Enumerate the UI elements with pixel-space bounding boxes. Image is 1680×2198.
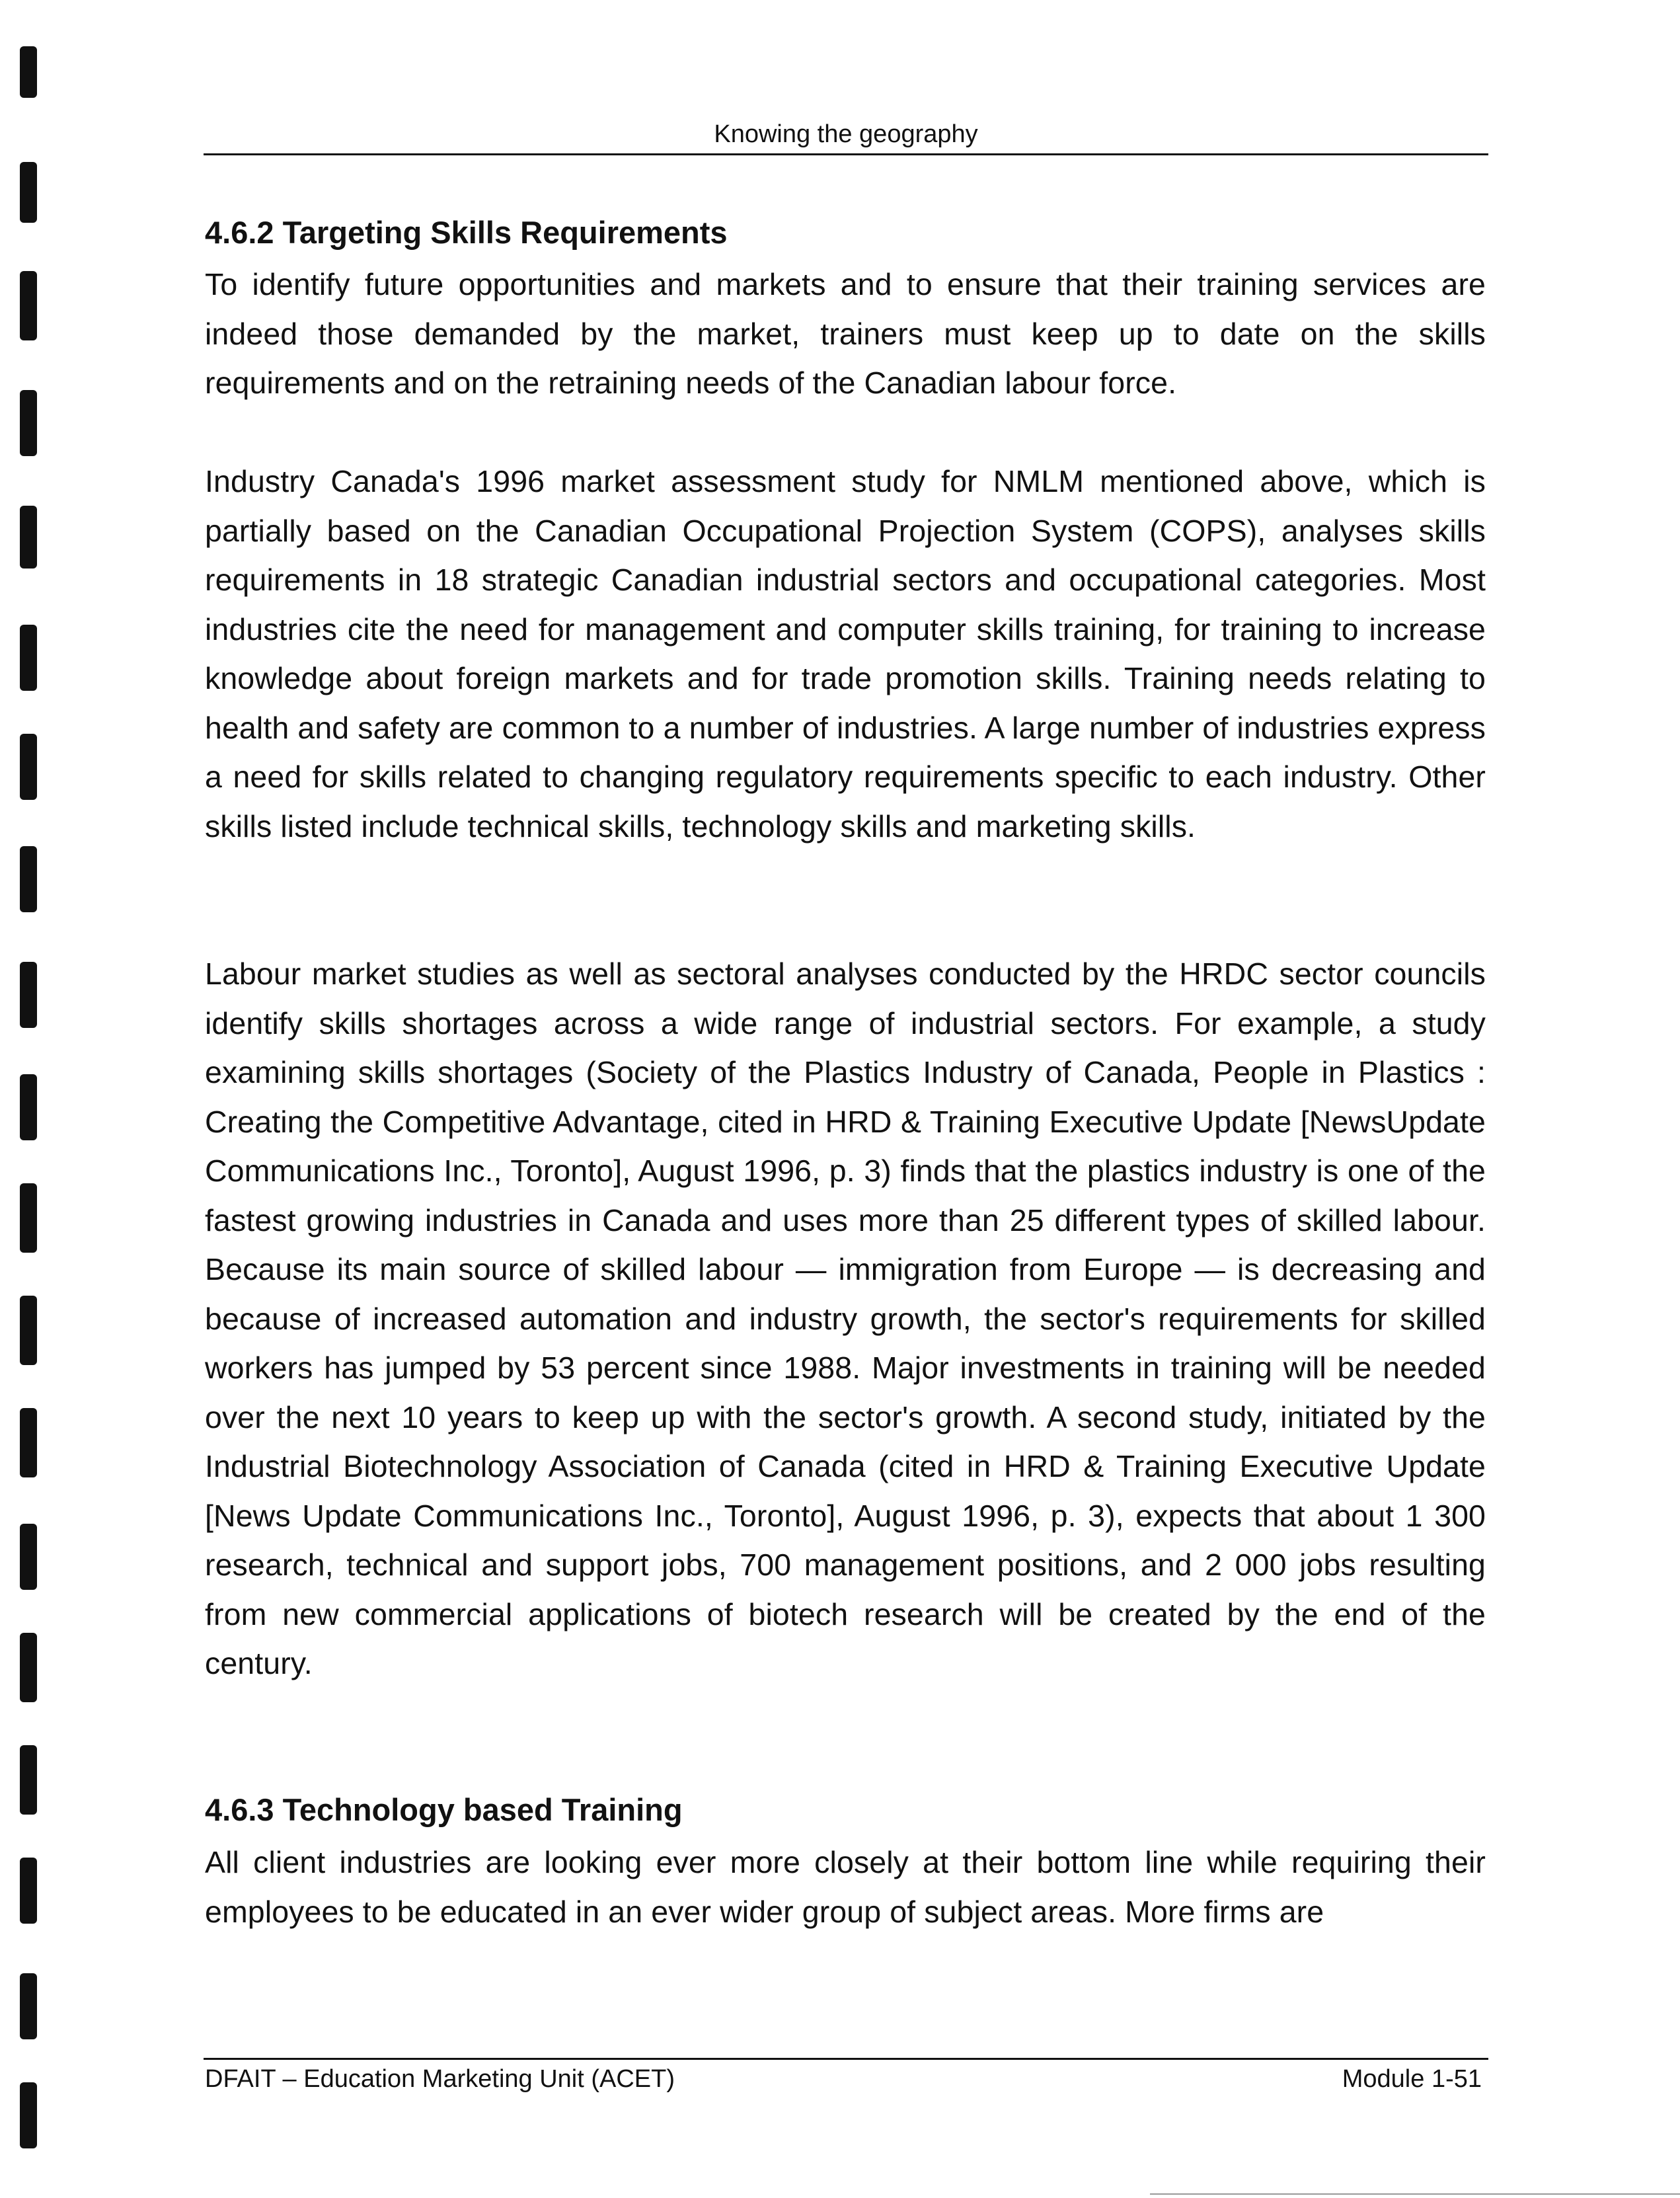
punch-mark <box>20 1074 37 1140</box>
paragraph: To identify future opportunities and markets and to ensure that their training services are indeed those demanded by the market, trainers must keep up to date on the skills requirements and on the retraining needs of the Canadian labour force. <box>205 267 1486 400</box>
punch-mark <box>20 625 37 691</box>
punch-mark <box>20 1973 37 2039</box>
footer-rule <box>204 2058 1488 2060</box>
punch-mark <box>20 846 37 912</box>
punch-mark <box>20 2082 37 2148</box>
punch-mark <box>20 1745 37 1815</box>
footer-source: DFAIT – Education Marketing Unit (ACET) <box>205 2065 675 2093</box>
punch-mark <box>20 390 37 456</box>
punch-mark <box>20 162 37 223</box>
punch-mark <box>20 1524 37 1590</box>
punch-mark <box>20 1183 37 1253</box>
section-heading-4-6-2: 4.6.2 Targeting Skills Requirements <box>205 215 728 250</box>
page-number: Module 1-51 <box>1342 2065 1482 2093</box>
punch-mark <box>20 506 37 569</box>
punch-mark <box>20 734 37 800</box>
punch-mark <box>20 1633 37 1702</box>
header-rule <box>204 153 1488 155</box>
punch-mark <box>20 1296 37 1365</box>
punch-mark <box>20 962 37 1028</box>
punch-mark <box>20 46 37 98</box>
punch-mark <box>20 271 37 340</box>
paragraph: All client industries are looking ever more closely at their bottom line while requiring their employees to be educated in an ever wider group of subject areas. More firms are <box>205 1845 1486 1929</box>
punch-mark <box>20 1408 37 1477</box>
scan-edge-line <box>1150 2193 1680 2195</box>
binder-punch-marks <box>0 0 79 2198</box>
section-heading-4-6-3: 4.6.3 Technology based Training <box>205 1792 683 1827</box>
paragraph: Industry Canada's 1996 market assessment study for NMLM mentioned above, which is partially based on the Canadian Occupational Projection System (COPS), analyses skills requirements in 18 strategic Canadian industrial sectors and occupational categories. Most industries cite the need for management and computer skills training, for training to increase knowledge about foreign markets and for trade promotion skills. Training needs relating to health and safety are common to a number of industries. A large number of industries express a need for skills related to changing regulatory requirements specific to each industry. Other skills listed include technical skills, technology skills and marketing skills. <box>205 464 1486 844</box>
running-header: Knowing the geography <box>714 120 978 148</box>
paragraph: Labour market studies as well as sectoral analyses conducted by the HRDC sector councils identify skills shortages across a wide range of industrial sectors. For example, a study examining skills shortages (Society of the Plastics Industry of Canada, People in Plastics : Creating the Competitive Advantage, cited in HRD & Training Executive Update [NewsUpdate Communications Inc., Toronto], August 1996, p. 3) finds that the plastics industry is one of the fastest growing industries in Canada and uses more than 25 different types of skilled labour. Because its main source of skilled labour — immigration from Europe — is decreasing and because of increased automation and industry growth, the sector's requirements for skilled workers has jumped by 53 percent since 1988. Major investments in training will be needed over the next 10 years to keep up with the sector's growth. A second study, initiated by the Industrial Biotechnology Association of Canada (cited in HRD & Training Executive Update [News Update Communications Inc., Toronto], August 1996, p. 3), expects that about 1 300 research, technical and support jobs, 700 management positions, and 2 000 jobs resulting from new commercial applications of biotech research will be created by the end of the century. <box>205 957 1486 1680</box>
punch-mark <box>20 1858 37 1924</box>
